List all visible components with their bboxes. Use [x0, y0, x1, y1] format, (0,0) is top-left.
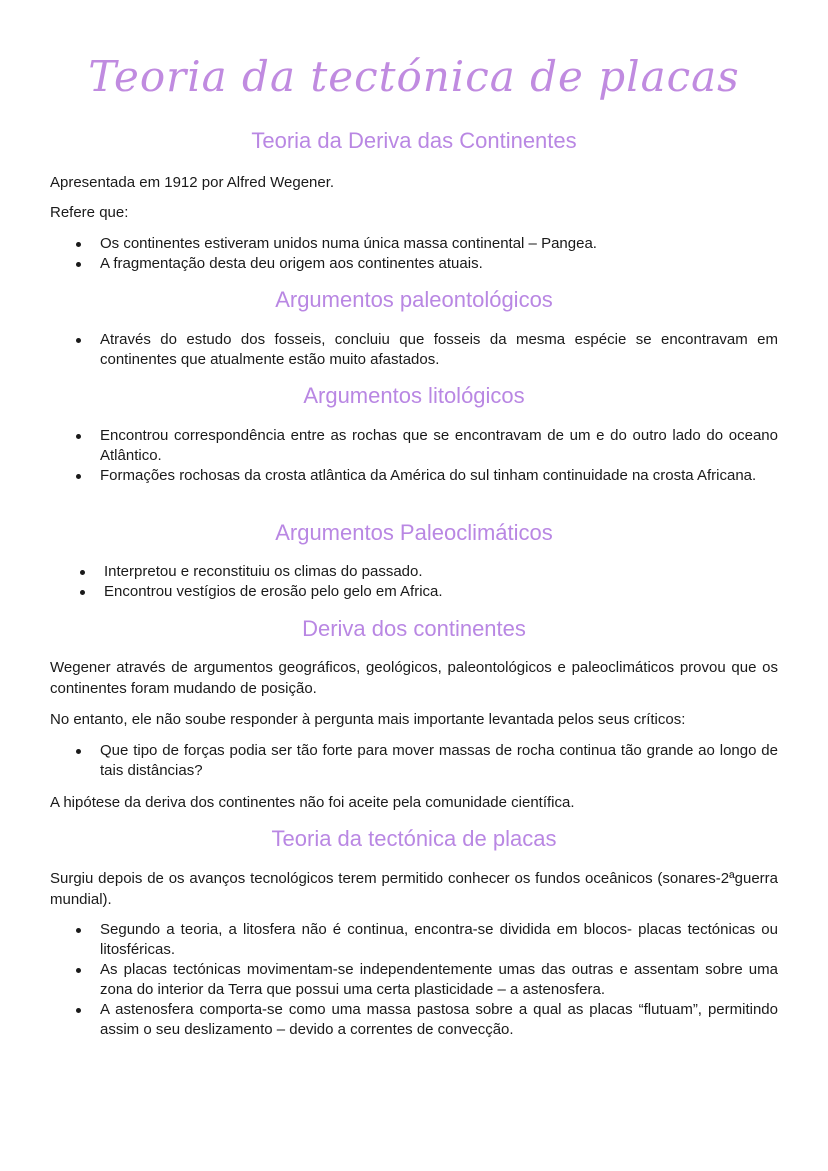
bullet-icon: [76, 928, 81, 933]
bullet-list: [50, 330, 778, 370]
bullet-icon: [80, 590, 85, 595]
bullet-icon: [76, 262, 81, 267]
section-heading-litologicos: Argumentos litológicos: [303, 383, 525, 408]
list-item: Segundo a teoria, a litosfera não é continua, encontra-se dividida em blocos- placas tectónicas ou litosféricas.: [50, 920, 778, 960]
list-item: Interpretou e reconstituiu os climas do passado.: [50, 562, 778, 582]
bullet-list: [50, 741, 778, 781]
bullet-icon: [76, 434, 81, 439]
list-item: As placas tectónicas movimentam-se independentemente umas das outras e assentam sobre uma zona do interior da Terra que possui uma certa plasticidade – a astenosfera.: [50, 960, 778, 1000]
bullet-list: [50, 426, 778, 486]
section-heading-paleoclimaticos: Argumentos Paleoclimáticos: [275, 520, 553, 545]
bullet-icon: [80, 570, 85, 575]
list-item: A fragmentação desta deu origem aos continentes atuais.: [50, 254, 778, 274]
bullet-icon: [76, 338, 81, 343]
paragraph: Surgiu depois de os avanços tecnológicos terem permitido conhecer os fundos oceânicos (sonares-2ªguerra mundial).: [50, 870, 778, 908]
paragraph: No entanto, ele não soube responder à pergunta mais importante levantada pelos seus críticos:: [50, 711, 686, 728]
list-item: Encontrou vestígios de erosão pelo gelo em Africa.: [50, 582, 778, 602]
paragraph: Apresentada em 1912 por Alfred Wegener.: [50, 174, 335, 191]
bullet-icon: [76, 242, 81, 247]
bullet-list: [50, 920, 778, 1040]
document-title: Teoria da tectónica de placas: [88, 52, 740, 101]
list-item: Os continentes estiveram unidos numa única massa continental – Pangea.: [50, 234, 778, 254]
bullet-icon: [76, 474, 81, 479]
paragraph: A hipótese da deriva dos continentes não foi aceite pela comunidade científica.: [50, 794, 575, 811]
section-heading-paleontologicos: Argumentos paleontológicos: [275, 287, 553, 312]
section-heading-deriva-continentes: Teoria da Deriva das Continentes: [251, 128, 577, 153]
list-item: A astenosfera comporta-se como uma massa pastosa sobre a qual as placas “flutuam”, permitindo assim o seu deslizamento – devido a correntes de convecção.: [50, 1000, 778, 1040]
bullet-icon: [76, 1008, 81, 1013]
bullet-icon: [76, 749, 81, 754]
list-item: Formações rochosas da crosta atlântica da América do sul tinham continuidade na crosta Africana.: [50, 466, 778, 486]
paragraph: Wegener através de argumentos geográficos, geológicos, paleontológicos e paleoclimáticos provou que os continentes foram mudando de posição.: [50, 659, 778, 697]
bullet-list: [50, 562, 778, 602]
bullet-icon: [76, 968, 81, 973]
list-item: Encontrou correspondência entre as rochas que se encontravam de um e do outro lado do oceano Atlântico.: [50, 426, 778, 466]
section-heading-deriva-dos-continentes: Deriva dos continentes: [302, 616, 526, 641]
bullet-list: [50, 234, 778, 274]
list-item: Através do estudo dos fosseis, concluiu que fosseis da mesma espécie se encontravam em continentes que atualmente estão muito afastados.: [50, 330, 778, 370]
list-item: Que tipo de forças podia ser tão forte para mover massas de rocha continua tão grande ao longo de tais distâncias?: [50, 741, 778, 781]
paragraph: Refere que:: [50, 204, 129, 221]
section-heading-tectonica-placas: Teoria da tectónica de placas: [271, 826, 557, 851]
